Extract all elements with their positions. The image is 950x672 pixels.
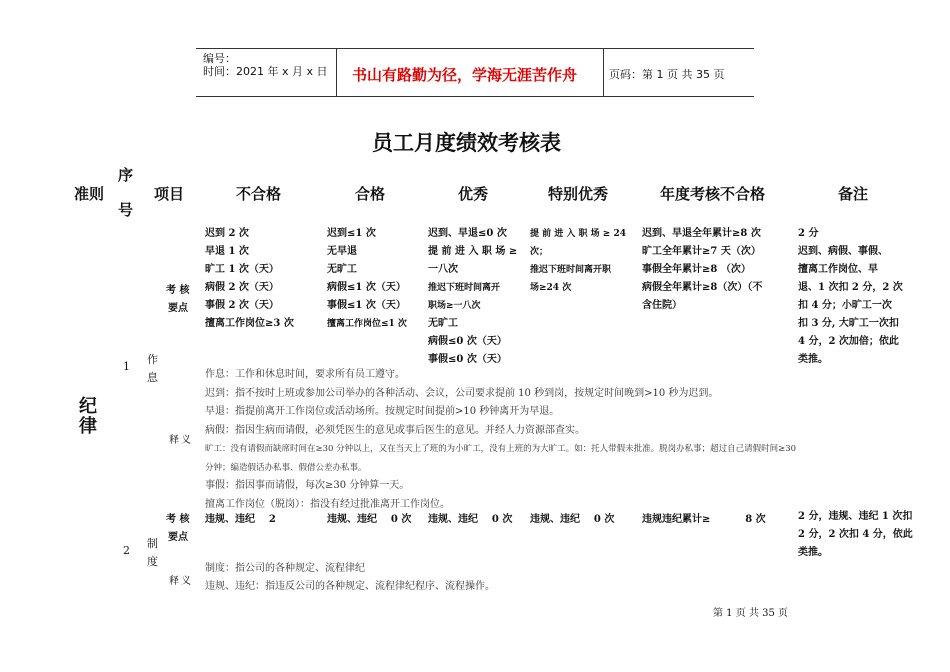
row1-annual-fail-cell	[642, 225, 762, 315]
row1-remarks-line: 迟到、病假、事假、	[798, 246, 888, 257]
row1-annual-fail-line: 事假全年累计≥8 （次）	[642, 264, 751, 275]
row2-definition-line: 制度：指公司的各种规定、流程律纪	[205, 563, 365, 574]
row2-item-line2: 度	[147, 555, 158, 568]
row2-seq: 2	[123, 544, 130, 557]
row2-remarks-line: 2 分，2 次扣 4 分，依此	[798, 529, 913, 540]
row1-pass-cell	[327, 225, 407, 333]
row1-excellent-line: 职场≥一八次	[428, 301, 481, 311]
row1-points-label-line2: 要点	[168, 303, 188, 314]
col-seq-line1: 序	[118, 166, 134, 184]
row1-definition-line: 分钟；编造假话办私事、假借公差办私事。	[205, 462, 367, 473]
row1-definition-line: 早退：指提前离开工作岗位或活动场所。按规定时间提前>10 秒钟离开为早退。	[205, 406, 560, 417]
row1-fail-line: 早退 1 次	[205, 246, 249, 257]
col-fail: 不合格	[236, 185, 282, 203]
row1-outstanding-line: 次；	[530, 247, 549, 257]
row1-pass-line: 病假≤1 次（天）	[327, 282, 406, 293]
row1-excellent-line: 无旷工	[428, 318, 458, 329]
row1-remarks-line: 2 分	[798, 228, 819, 239]
row1-excellent-line: 事假≤0 次（天）	[428, 354, 507, 365]
row2-definitions	[205, 560, 495, 596]
row1-excellent-line: 一八次	[428, 264, 458, 275]
row1-outstanding-cell	[530, 225, 626, 297]
row1-annual-fail-line: 病假全年累计≥8（次）（不	[642, 282, 763, 293]
col-annual-fail: 年度考核不合格	[660, 185, 766, 203]
row1-fail-line: 事假 2 次（天）	[205, 300, 279, 311]
row1-definition-line: 病假：指因生病而请假，必须凭医生的意见或事后医生的意见。并经人力资源部查实。	[205, 424, 585, 436]
row2-outstanding-cell: 违规、违纪 0 次	[530, 514, 615, 525]
row1-fail-cell	[205, 225, 294, 333]
row2-annual-fail-cell: 违规违纪累计≥ 8 次	[642, 514, 766, 525]
row1-excellent-line: 病假≤0 次（天）	[428, 336, 507, 347]
row1-outstanding-line: 场≥24 次	[530, 283, 572, 293]
header-date: 时间：2021 年 x 月 x 日	[203, 65, 328, 78]
row2-excellent-cell: 违规、违纪 0 次	[428, 514, 513, 525]
row1-excellent-cell	[428, 225, 517, 369]
header-code-label: 编号：	[203, 52, 236, 65]
row2-definition-label: 释义	[169, 576, 193, 587]
header-divider-right	[603, 48, 604, 96]
row1-fail-line: 擅离工作岗位≥3 次	[205, 318, 294, 329]
row1-item-line1: 作	[147, 353, 158, 366]
row1-annual-fail-line: 含住院）	[642, 300, 682, 311]
page-title: 员工月度绩效考核表	[372, 130, 561, 155]
row1-excellent-line: 推迟下班时间离开	[428, 283, 501, 293]
header-motto: 书山有路勤为径，学海无涯苦作舟	[352, 66, 578, 84]
col-remarks: 备注	[838, 185, 869, 203]
row2-pass-cell: 违规、违纪 0 次	[327, 514, 412, 525]
row1-remarks-line: 扣 4 分；小旷工一次	[798, 300, 892, 311]
row1-pass-line: 无早退	[327, 246, 357, 257]
row1-fail-line: 病假 2 次（天）	[205, 282, 279, 293]
row2-remarks-cell	[798, 508, 913, 562]
row1-remarks-line: 退、1 次扣 2 分，2 次	[798, 282, 903, 293]
row2-remarks-line: 2 分，违规、违纪 1 次扣	[798, 511, 913, 522]
row1-pass-line: 擅离工作岗位≤1 次	[327, 319, 407, 329]
header-page-number: 页码：第 1 页 共 35 页	[609, 68, 725, 81]
row1-pass-line: 事假≤1 次（天）	[327, 300, 406, 311]
row1-definition-line: 擅离工作岗位（脱岗）：指没有经过批准离开工作岗位。	[205, 498, 450, 510]
col-criteria: 准则	[74, 185, 105, 203]
row1-remarks-line: 类推。	[798, 354, 828, 365]
row2-points-label-line1: 考 核	[166, 514, 190, 525]
header-bottom-rule	[196, 96, 754, 97]
row1-remarks-line: 擅离工作岗位、早	[798, 264, 878, 275]
col-seq-line2: 号	[118, 201, 134, 219]
row1-annual-fail-line: 迟到、早退全年累计≥8 次	[642, 228, 761, 239]
row1-remarks-cell	[798, 225, 903, 369]
row1-excellent-line: 迟到、早退≤0 次	[428, 228, 507, 239]
header-top-rule	[196, 48, 754, 49]
row1-outstanding-line: 推迟下班时间离开职	[530, 265, 612, 275]
row2-points-label-line2: 要点	[168, 532, 188, 543]
row1-definition-line: 迟到：指不按时上班或参加公司举办的各种活动、会议，公司要求提前 10 秒到岗，按规定时间晚到>10 秒为迟到。	[205, 387, 719, 399]
row1-remarks-line: 4 分，2 次加倍；依此	[798, 336, 899, 347]
row1-excellent-line: 提 前 进 入 职 场 ≥	[428, 246, 518, 257]
row1-fail-line: 迟到 2 次	[205, 228, 249, 239]
header-divider-left	[336, 48, 337, 96]
row1-definition-label: 释义	[169, 435, 193, 446]
category-label-line2: 律	[79, 416, 97, 437]
row1-fail-line: 旷工 1 次（天）	[205, 264, 279, 275]
row1-definition-line: 事假：指因事而请假，每次≥30 分钟算一天。	[205, 480, 410, 491]
row1-definition-line: 旷工：没有请假而缺席时间在≥30 分钟以上，又在当天上了班的为小旷工，没有上班的为大旷工。如：托人带假未批准。脱岗办私事；超过自己请假时间≥30	[205, 444, 797, 454]
row1-points-label-line1: 考 核	[166, 285, 190, 296]
row1-item-line2: 息	[147, 371, 158, 384]
col-pass: 合格	[355, 185, 386, 203]
row2-definition-line: 违规、违纪：指违反公司的各种规定、流程律纪程序、流程操作。	[205, 581, 495, 592]
row2-item-line1: 制	[147, 537, 158, 550]
col-excellent: 优秀	[458, 185, 489, 203]
row1-seq: 1	[123, 360, 130, 373]
col-outstanding: 特别优秀	[548, 185, 609, 203]
row1-remarks-line: 扣 3 分, 大旷工一次扣	[798, 318, 899, 329]
row1-definitions	[205, 366, 796, 514]
row1-annual-fail-line: 旷工全年累计≥7 天（次）	[642, 246, 761, 257]
footer-page-number: 第 1 页 共 35 页	[713, 608, 788, 619]
row1-definition-line: 作息：工作和休息时间，要求所有员工遵守。	[205, 369, 405, 380]
row2-fail-cell: 违规、违纪 2	[205, 514, 276, 525]
row1-outstanding-line: 提 前 进 入 职 场 ≥ 24	[530, 229, 626, 239]
category-label-line1: 纪	[79, 396, 97, 417]
row1-pass-line: 迟到≤1 次	[327, 228, 376, 239]
col-item: 项目	[154, 185, 185, 203]
row2-remarks-line: 类推。	[798, 547, 828, 558]
row1-pass-line: 无旷工	[327, 264, 357, 275]
